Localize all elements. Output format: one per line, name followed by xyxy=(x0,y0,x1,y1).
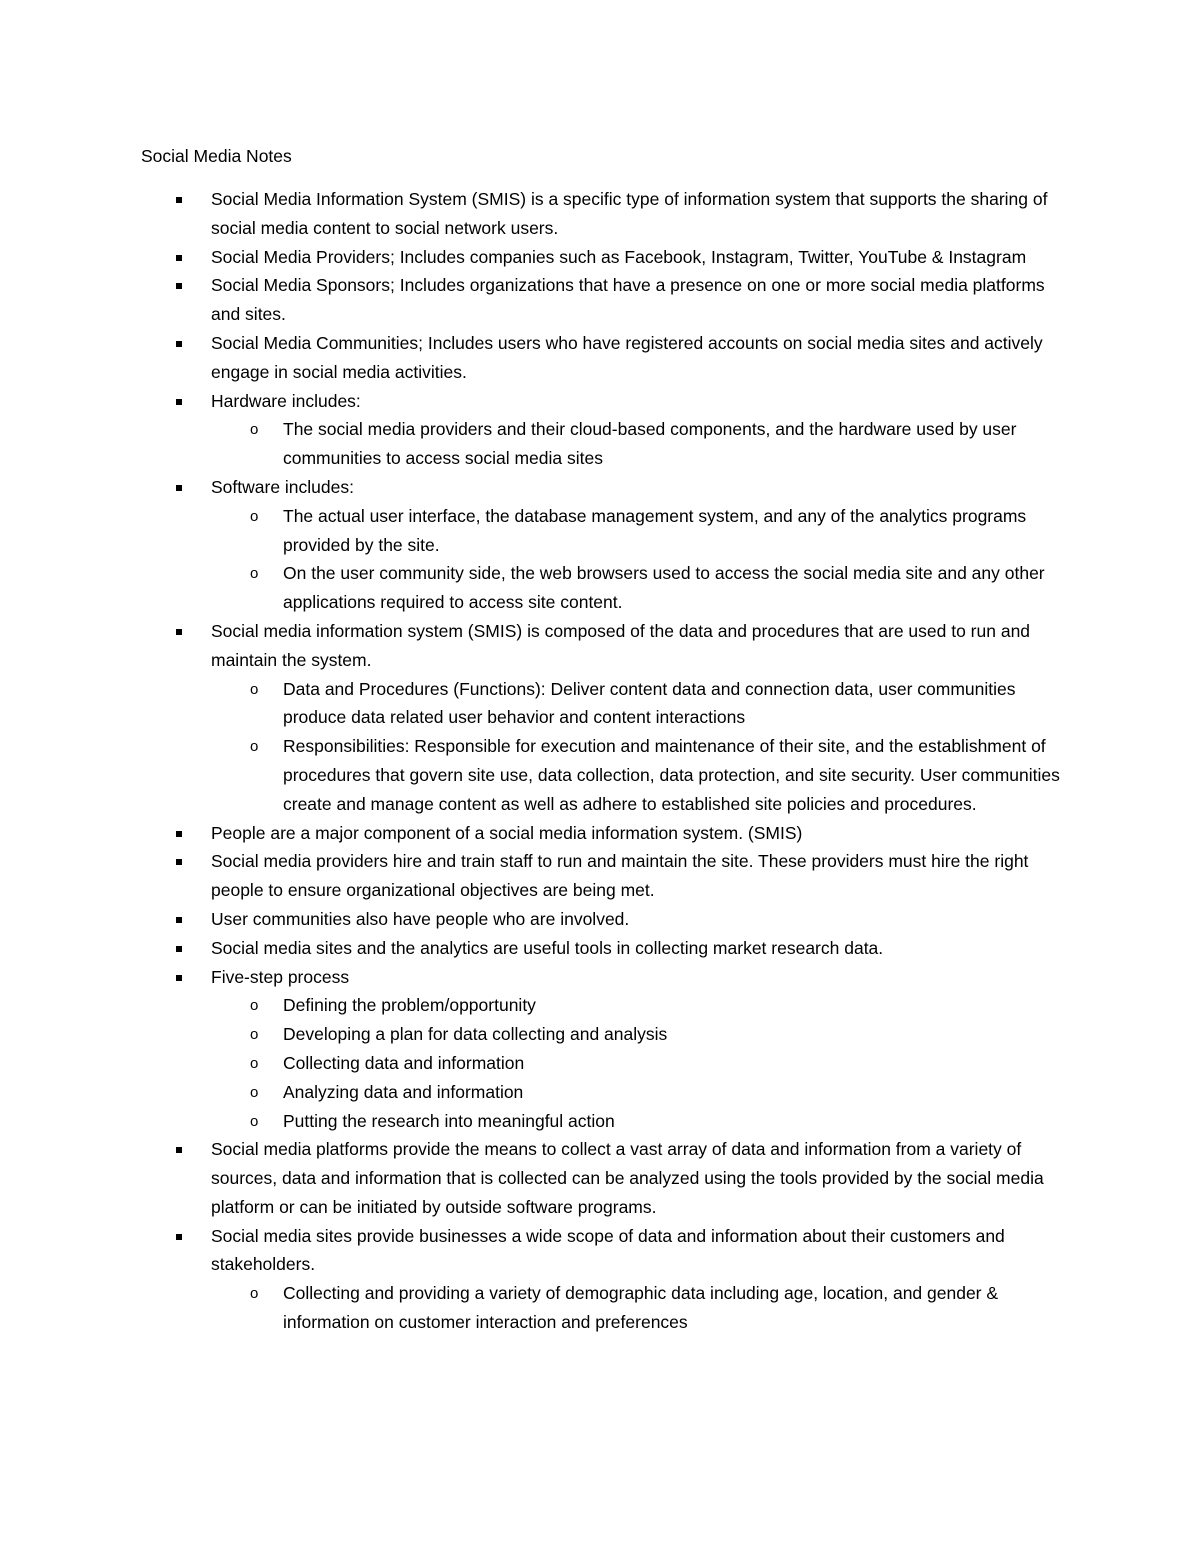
list-item xyxy=(0,963,1071,992)
circle-bullet-icon: o xyxy=(250,1083,259,1101)
circle-bullet-icon: o xyxy=(250,680,259,698)
square-bullet-icon xyxy=(176,329,184,358)
square-bullet-icon xyxy=(176,847,184,876)
square-bullet-icon xyxy=(176,963,184,992)
list-item-text: People are a major component of a social media information system. (SMIS) xyxy=(211,822,803,843)
list-item-text: Social Media Communities; Includes users who have registered accounts on social media sites and actively engage in social media activities. xyxy=(211,332,1043,382)
notes-list xyxy=(0,185,1200,1337)
sub-list-item xyxy=(0,1107,1063,1136)
sub-list-item xyxy=(0,1279,1063,1337)
square-bullet-icon xyxy=(176,185,184,214)
list-item-text: Social media sites provide businesses a wide scope of data and information about their customers and stakeholders. xyxy=(211,1225,1005,1275)
sub-list-item xyxy=(0,1049,1063,1078)
list-item-text: Social Media Sponsors; Includes organizations that have a presence on one or more social media platforms and sites. xyxy=(211,275,1045,325)
list-item-text: Social media sites and the analytics are useful tools in collecting market research data. xyxy=(211,937,884,958)
sub-list-item xyxy=(0,991,1063,1020)
list-item-text: Defining the problem/opportunity xyxy=(283,995,536,1016)
list-item-text: Hardware includes: xyxy=(211,390,361,411)
circle-bullet-icon: o xyxy=(250,565,259,583)
list-item-text: Social Media Information System (SMIS) is a specific type of information system that supports the sharing of social media content to social network users. xyxy=(211,189,1048,238)
list-item-text: Responsibilities: Responsible for execution and maintenance of their site, and the establishment of procedures that govern site use, data collection, data protection, and site security. User communities create and manage content as well as adhere to established site policies and procedures. xyxy=(283,736,1060,814)
square-bullet-icon xyxy=(176,243,184,272)
list-item-text: Collecting data and information xyxy=(283,1052,525,1073)
square-bullet-icon xyxy=(176,271,184,300)
circle-bullet-icon: o xyxy=(250,507,259,525)
list-item-text: Social media information system (SMIS) is composed of the data and procedures that are used to run and maintain the system. xyxy=(211,620,1031,670)
list-item-text: Analyzing data and information xyxy=(283,1081,524,1102)
list-item xyxy=(0,819,1071,848)
square-bullet-icon xyxy=(176,934,184,963)
circle-bullet-icon: o xyxy=(250,997,259,1015)
list-item-text: Social media providers hire and train staff to run and maintain the site. These providers must hire the right people to ensure organizational objectives are being met. xyxy=(211,851,1029,901)
square-bullet-icon xyxy=(176,1135,184,1164)
list-item xyxy=(0,617,1071,675)
list-item-text: Data and Procedures (Functions): Deliver content data and connection data, user communities produce data related user behavior and content interactions xyxy=(283,678,1016,728)
sub-list-item xyxy=(0,502,1063,560)
sub-list-item xyxy=(0,732,1063,818)
list-item xyxy=(0,387,1071,416)
list-item xyxy=(0,473,1071,502)
list-item xyxy=(0,271,1071,329)
square-bullet-icon xyxy=(176,905,184,934)
list-item xyxy=(0,329,1071,387)
sub-list-item xyxy=(0,1078,1063,1107)
list-item xyxy=(0,185,1071,243)
list-item xyxy=(0,905,1071,934)
list-item-text: Developing a plan for data collecting and analysis xyxy=(283,1024,668,1045)
square-bullet-icon xyxy=(176,473,184,502)
sub-list-item xyxy=(0,559,1063,617)
circle-bullet-icon: o xyxy=(250,421,259,439)
list-item-text: Social media platforms provide the means to collect a vast array of data and information from a variety of sources, data and information that is collected can be analyzed using the tools provided by the social media platform or can be initiated by outside software programs. xyxy=(211,1139,1044,1217)
circle-bullet-icon: o xyxy=(250,1285,259,1303)
list-item xyxy=(0,243,1071,272)
list-item xyxy=(0,1135,1071,1221)
list-item-text: Putting the research into meaningful action xyxy=(283,1110,615,1131)
square-bullet-icon xyxy=(176,617,184,646)
list-item-text: User communities also have people who are involved. xyxy=(211,908,630,929)
list-item xyxy=(0,847,1071,905)
list-item-text: Software includes: xyxy=(211,476,354,497)
list-item-text: On the user community side, the web browsers used to access the social media site and any other applications required to access site content. xyxy=(283,563,1045,613)
list-item-text: Social Media Providers; Includes companies such as Facebook, Instagram, Twitter, YouTube & Instagram xyxy=(211,246,1027,267)
list-item xyxy=(0,1222,1071,1280)
list-item-text: The actual user interface, the database management system, and any of the analytics programs provided by the site. xyxy=(283,505,1027,555)
sub-list-item xyxy=(0,1020,1063,1049)
list-item-text: The social media providers and their cloud-based components, and the hardware used by user communities to access social media sites xyxy=(283,419,1017,469)
square-bullet-icon xyxy=(176,387,184,416)
circle-bullet-icon: o xyxy=(250,738,259,756)
list-item-text: Collecting and providing a variety of demographic data including age, location, and gender & information on customer interaction and preferences xyxy=(283,1283,999,1333)
list-item xyxy=(0,934,1071,963)
page-title: Social Media Notes xyxy=(141,146,292,166)
square-bullet-icon xyxy=(176,1222,184,1251)
circle-bullet-icon: o xyxy=(250,1026,259,1044)
circle-bullet-icon: o xyxy=(250,1054,259,1072)
sub-list-item xyxy=(0,675,1063,733)
sub-list-item xyxy=(0,415,1063,473)
list-item-text: Five-step process xyxy=(211,966,350,987)
circle-bullet-icon: o xyxy=(250,1112,259,1130)
square-bullet-icon xyxy=(176,819,184,848)
